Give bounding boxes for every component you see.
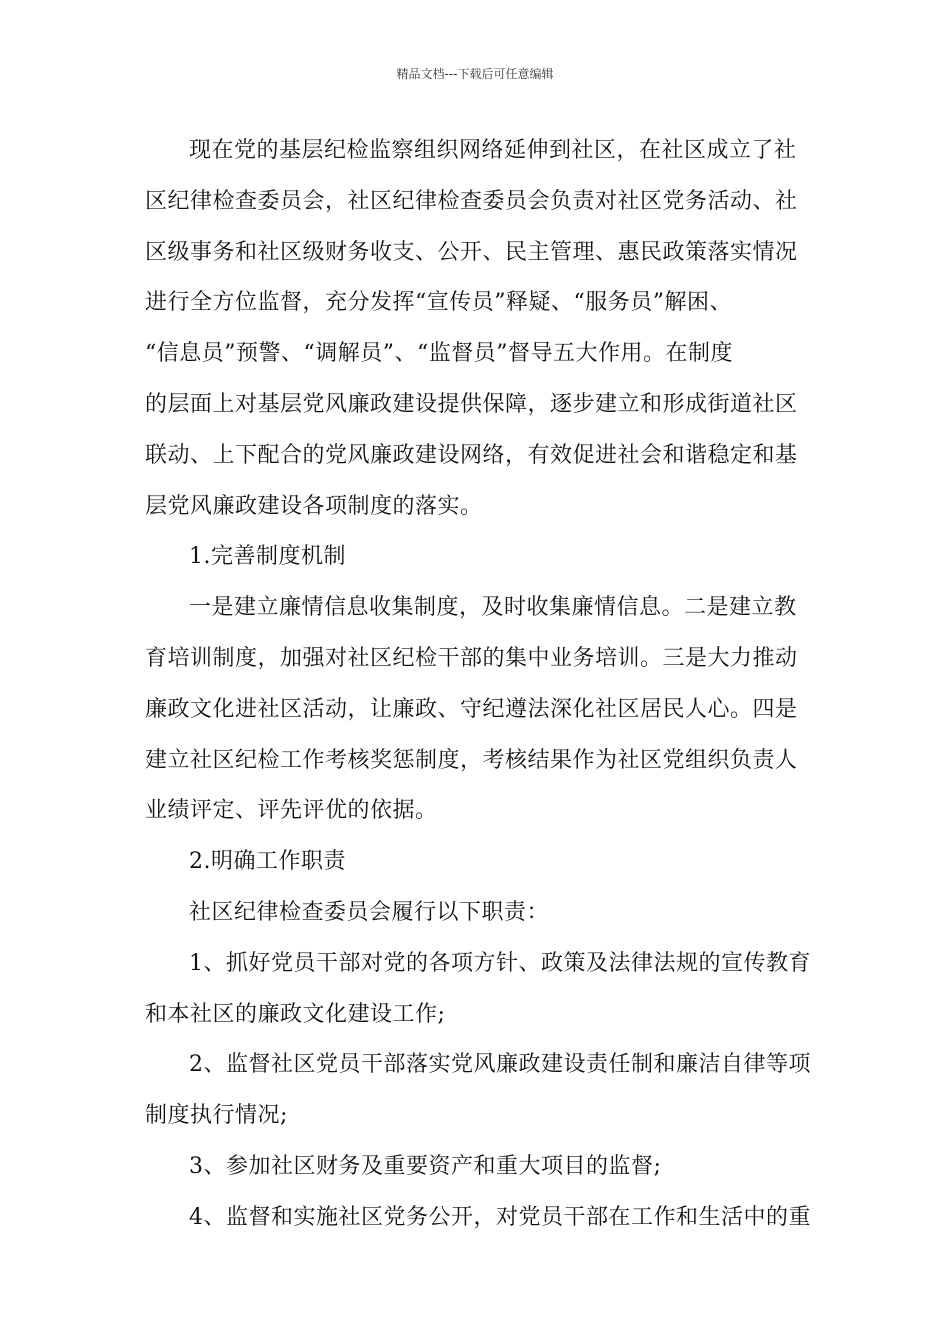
text-line: “信息员”预警、“调解员”、“监督员”督导五大作用。在制度 <box>145 341 733 367</box>
text-line: 进行全方位监督，充分发挥“宣传员”释疑、“服务员”解困、 <box>145 290 732 316</box>
text-line: 的层面上对基层党风廉政建设提供保障，逐步建立和形成街道社区 <box>145 391 798 417</box>
list-item: 4、监督和实施社区党务公开，对党员干部在工作和生活中的重 <box>189 1204 811 1230</box>
text-line: 育培训制度，加强对社区纪检干部的集中业务培训。三是大力推动 <box>145 645 798 671</box>
page-header: 精品文档---下载后可任意编辑 <box>396 67 554 81</box>
text-line: 社区纪律检查委员会履行以下职责： <box>189 899 550 925</box>
list-item: 1、抓好党员干部对党的各项方针、政策及法律法规的宣传教育 <box>189 950 811 976</box>
text-line: 制度执行情况; <box>145 1103 288 1129</box>
text-line: 联动、上下配合的党风廉政建设网络，有效促进社会和谐稳定和基 <box>145 442 798 468</box>
text-line: 一是建立廉情信息收集制度，及时收集廉情信息。二是建立教 <box>189 595 797 621</box>
text-line: 区纪律检查委员会，社区纪律检查委员会负责对社区党务活动、社 <box>145 188 798 214</box>
text-line: 区级事务和社区级财务收支、公开、民主管理、惠民政策落实情况 <box>145 239 798 265</box>
document-body <box>145 126 815 1244</box>
section-heading: 2.明确工作职责 <box>189 849 346 875</box>
text-line: 廉政文化进社区活动，让廉政、守纪遵法深化社区居民人心。四是 <box>145 696 798 722</box>
list-item: 2、监督社区党员干部落实党风廉政建设责任制和廉洁自律等项 <box>189 1052 811 1078</box>
text-line: 和本社区的廉政文化建设工作; <box>145 1001 446 1027</box>
text-line: 现在党的基层纪检监察组织网络延伸到社区，在社区成立了社 <box>189 138 797 163</box>
text-line: 业绩评定、评先评优的依据。 <box>145 798 438 824</box>
text-line: 建立社区纪检工作考核奖惩制度，考核结果作为社区党组织负责人 <box>145 747 798 773</box>
list-item: 3、参加社区财务及重要资产和重大项目的监督; <box>189 1153 662 1179</box>
text-line: 层党风廉政建设各项制度的落实。 <box>145 493 483 519</box>
section-heading: 1.完善制度机制 <box>189 544 346 570</box>
